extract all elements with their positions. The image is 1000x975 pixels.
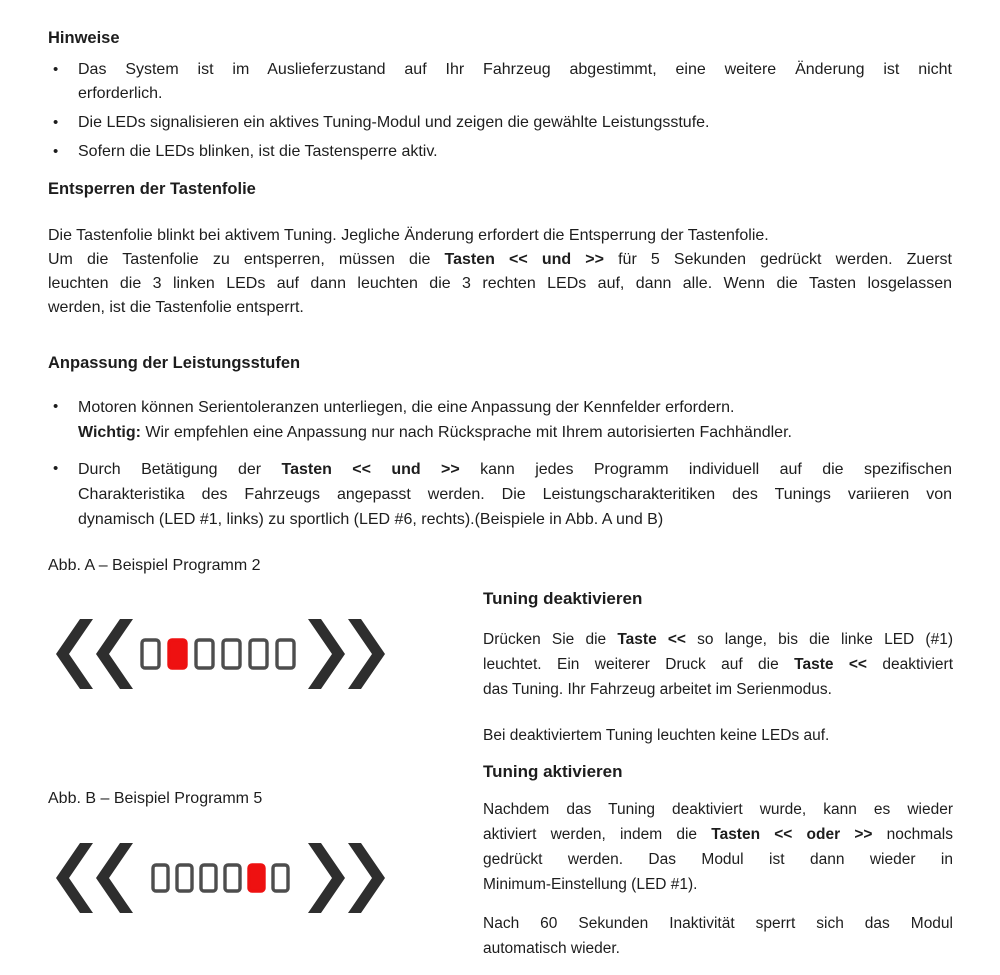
text-line: leuchtet. Ein weiterer Druck auf die Taste << deaktiviert	[483, 656, 953, 673]
paragraph-aktivieren	[483, 797, 953, 897]
section-anpassung	[48, 353, 952, 544]
heading-hinweise: Hinweise	[48, 29, 120, 47]
text-line: Das System ist im Auslieferzustand auf Ihr Fahrzeug abgestimmt, eine weitere Änderung ist nicht	[78, 61, 952, 78]
text-line: Drücken Sie die Taste << so lange, bis die linke LED (#1)	[483, 631, 953, 648]
bullet-item	[48, 140, 952, 164]
bullet-item	[48, 111, 952, 135]
bullet-text	[78, 395, 952, 445]
led-strip	[142, 640, 294, 668]
led-2	[177, 865, 192, 891]
text-line: Durch Betätigung der Tasten << und >> kann jedes Programm individuell auf die spezifischen	[78, 461, 952, 478]
heading-tuning-deaktivieren: Tuning deaktivieren	[483, 589, 643, 608]
text-line: Um die Tastenfolie zu entsperren, müssen die Tasten << und >> für 5 Sekunden gedrückt werden. Zuerst	[48, 251, 952, 268]
figure-a-led-graphic	[56, 618, 386, 690]
text-line: Nach 60 Sekunden Inaktivität sperrt sich das Modul	[483, 915, 953, 932]
paragraph-auto-sperre	[483, 911, 953, 961]
section-hinweise	[48, 28, 952, 169]
led-2	[169, 640, 186, 668]
bullet-icon: •	[53, 143, 59, 160]
text-line: aktiviert werden, indem die Tasten << oder >> nochmals	[483, 826, 953, 843]
bullet-icon: •	[53, 398, 59, 415]
led-1	[142, 640, 159, 668]
led-3	[196, 640, 213, 668]
chevron-left-icon	[56, 843, 133, 913]
led-4	[225, 865, 240, 891]
heading-anpassung: Anpassung der Leistungsstufen	[48, 354, 301, 372]
paragraph-entsperren	[48, 224, 952, 320]
bullet-text	[78, 457, 952, 532]
paragraph-deaktivieren	[483, 627, 953, 702]
chevron-left-icon	[56, 619, 133, 689]
text-line: dynamisch (LED #1, links) zu sportlich (LED #6, rechts).(Beispiele in Abb. A und B)	[78, 511, 664, 528]
text-line: Nachdem das Tuning deaktiviert wurde, kann es wieder	[483, 801, 953, 818]
text-line: gedrückt werden. Das Modul ist dann wieder in	[483, 851, 953, 868]
bullet-icon: •	[53, 114, 59, 131]
figure-b-label: Abb. B – Beispiel Programm 5	[48, 790, 263, 807]
chevron-right-icon	[308, 843, 385, 913]
text-line: automatisch wieder.	[483, 940, 620, 957]
text-line: das Tuning. Ihr Fahrzeug arbeitet im Serienmodus.	[483, 681, 832, 698]
bullet-item	[48, 58, 952, 106]
figure-b-led-graphic	[56, 842, 386, 914]
text-line: Charakteristika des Fahrzeugs angepasst werden. Die Leistungscharakteritiken des Tunings variieren von	[78, 486, 952, 503]
bullet-item	[48, 395, 952, 445]
text-line: leuchten die 3 linken LEDs auf dann leuchten die 3 rechten LEDs auf, dann alle. Wenn die Tasten losgelassen	[48, 275, 952, 292]
heading-entsperren: Entsperren der Tastenfolie	[48, 180, 256, 198]
text-line: Wichtig: Wir empfehlen eine Anpassung nur nach Rücksprache mit Ihrem autorisierten Fachhändler.	[78, 424, 792, 441]
led-5	[250, 640, 267, 668]
figure-a-label: Abb. A – Beispiel Programm 2	[48, 557, 261, 574]
led-6	[273, 865, 288, 891]
text-line: Sofern die LEDs blinken, ist die Tastensperre aktiv.	[78, 143, 438, 160]
text-line: Motoren können Serientoleranzen unterliegen, die eine Anpassung der Kennfelder erfordern.	[78, 399, 735, 416]
bullet-text	[78, 140, 952, 164]
text-line: Minimum-Einstellung (LED #1).	[483, 876, 698, 893]
text-line: Die LEDs signalisieren ein aktives Tuning-Modul und zeigen die gewählte Leistungsstufe.	[78, 114, 710, 131]
led-6	[277, 640, 294, 668]
bullet-item	[48, 457, 952, 532]
bullet-text	[78, 111, 952, 135]
text-line: Die Tastenfolie blinkt bei aktivem Tuning. Jegliche Änderung erfordert die Entsperrung der Tastenfolie.	[48, 227, 769, 244]
heading-tuning-aktivieren: Tuning aktivieren	[483, 762, 623, 781]
paragraph-keine-leds	[483, 723, 953, 748]
led-4	[223, 640, 240, 668]
chevron-right-icon	[308, 619, 385, 689]
text-line: erforderlich.	[78, 85, 163, 102]
bullet-icon: •	[53, 460, 59, 477]
led-1	[153, 865, 168, 891]
section-entsperren	[48, 179, 952, 320]
led-5	[249, 865, 264, 891]
led-3	[201, 865, 216, 891]
bullet-icon: •	[53, 61, 59, 78]
led-strip	[153, 865, 288, 891]
bullet-text	[78, 58, 952, 106]
text-line: Bei deaktiviertem Tuning leuchten keine LEDs auf.	[483, 727, 830, 744]
text-line: werden, ist die Tastenfolie entsperrt.	[48, 299, 304, 316]
section-right-column	[483, 588, 953, 961]
